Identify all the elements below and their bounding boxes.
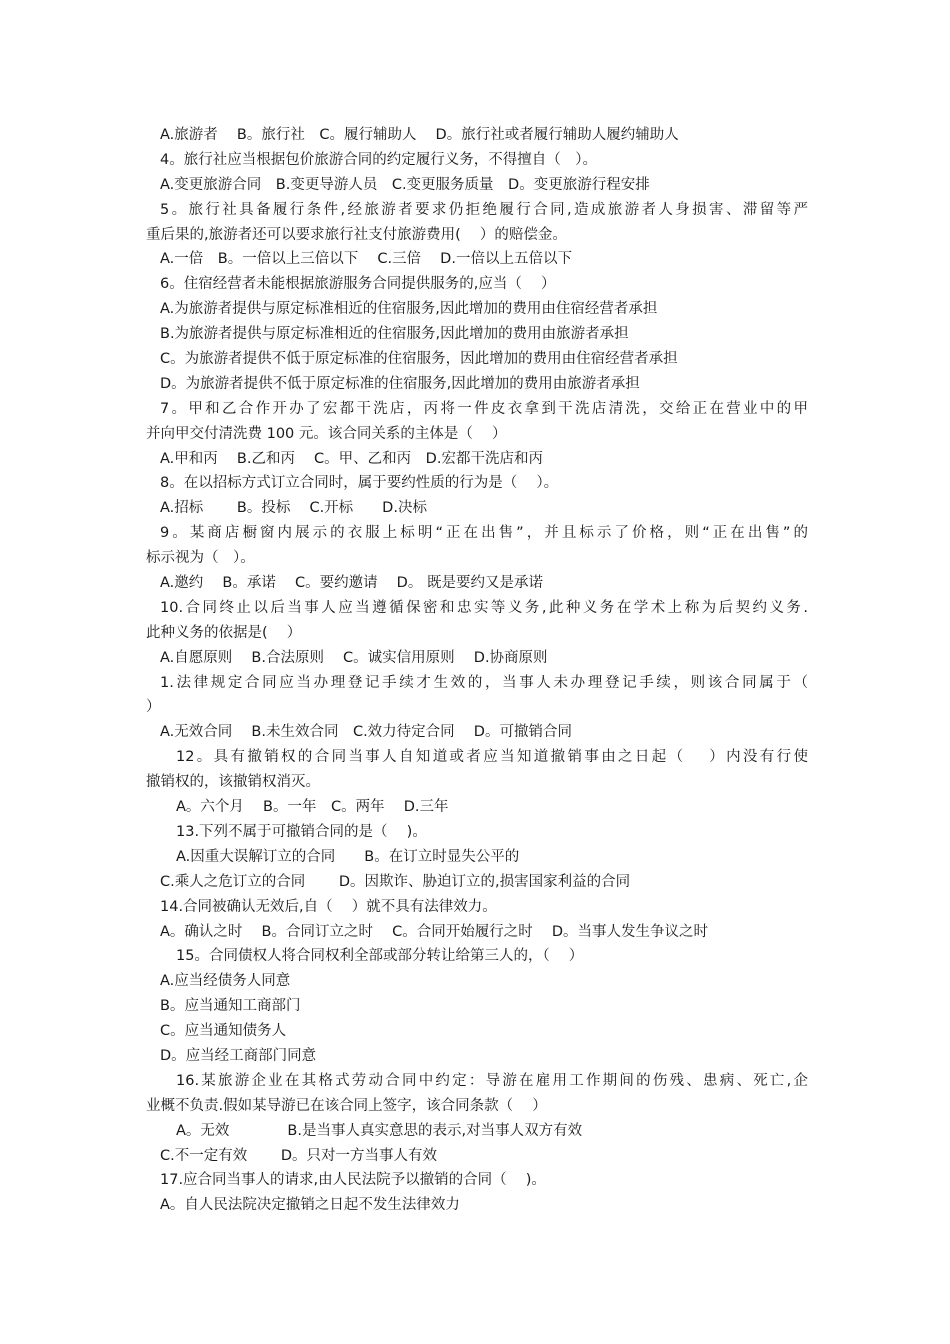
q15-stem: 15。合同债权人将合同权利全部或部分转让给第三人的，（ ） bbox=[176, 948, 584, 965]
question-list bbox=[146, 123, 808, 1218]
q17-stem: 17.应合同当事人的请求,由人民法院予以撤销的合同（ )。 bbox=[160, 1172, 546, 1189]
q16-options-cd: C.不一定有效 D。只对一方当事人有效 bbox=[160, 1147, 438, 1164]
q14-stem: 14.合同被确认无效后,自（ ）就不具有法律效力。 bbox=[160, 898, 497, 915]
q6-option-d: D。为旅游者提供不低于原定标准的住宿服务,因此增加的费用由旅游者承担 bbox=[160, 375, 640, 392]
q9-stem-line1: 9。某商店橱窗内展示的衣服上标明“正在出售”，并且标示了价格，则“正在出售”的 bbox=[160, 525, 808, 542]
q16-options-ab: A。无效 B.是当事人真实意思的表示,对当事人双方有效 bbox=[176, 1122, 583, 1139]
q8-options: A.招标 B。投标 C.开标 D.决标 bbox=[160, 500, 427, 517]
q11-options: A.无效合同 B.未生效合同 C.效力待定合同 D。可撤销合同 bbox=[160, 724, 572, 741]
q7-stem-line2: 并向甲交付清洗费 100 元。该合同关系的主体是（ ） bbox=[146, 425, 507, 442]
q6-stem: 6。住宿经营者未能根据旅游服务合同提供服务的,应当（ ） bbox=[160, 276, 556, 293]
q16-stem-line2: 业概不负责.假如某导游已在该合同上签字，该合同条款（ ） bbox=[146, 1097, 547, 1114]
q12-stem-line1: 12。具有撤销权的合同当事人自知道或者应当知道撤销事由之日起（ ）内没有行使 bbox=[176, 749, 808, 766]
q15-option-c: C。应当通知债务人 bbox=[160, 1023, 287, 1040]
q15-option-a: A.应当经债务人同意 bbox=[160, 973, 291, 990]
q15-option-b: B。应当通知工商部门 bbox=[160, 998, 301, 1015]
q10-stem-line2: 此种义务的依据是( ） bbox=[146, 624, 302, 641]
q9-options: A.邀约 B。承诺 C。要约邀请 D。 既是要约又是承诺 bbox=[160, 575, 543, 592]
q13-options-ab: A.因重大误解订立的合同 B。在订立时显失公平的 bbox=[176, 848, 520, 865]
q15-option-d: D。应当经工商部门同意 bbox=[160, 1047, 317, 1064]
q10-stem-line1: 10.合同终止以后当事人应当遵循保密和忠实等义务,此种义务在学术上称为后契约义务. bbox=[160, 599, 808, 616]
q6-option-a: A.为旅游者提供与原定标准相近的住宿服务,因此增加的费用由住宿经营者承担 bbox=[160, 301, 658, 318]
q6-option-c: C。为旅游者提供不低于原定标准的住宿服务，因此增加的费用由住宿经营者承担 bbox=[160, 351, 678, 368]
q9-stem-line2: 标示视为（ ）。 bbox=[146, 550, 255, 567]
q13-stem: 13.下列不属于可撤销合同的是（ )。 bbox=[176, 823, 427, 840]
q11-stem-line2: ） bbox=[146, 699, 161, 716]
q16-stem-line1: 16.某旅游企业在其格式劳动合同中约定：导游在雇用工作期间的伤残、患病、死亡,企 bbox=[176, 1072, 808, 1089]
q8-stem: 8。在以招标方式订立合同时，属于要约性质的行为是（ ）。 bbox=[160, 475, 559, 492]
q12-options: A。六个月 B。一年 C。两年 D.三年 bbox=[176, 799, 449, 816]
q14-options: A。确认之时 B。合同订立之时 C。合同开始履行之时 D。当事人发生争议之时 bbox=[160, 923, 708, 940]
q6-option-b: B.为旅游者提供与原定标准相近的住宿服务,因此增加的费用由旅游者承担 bbox=[160, 326, 629, 343]
q4-stem: 4。旅行社应当根据包价旅游合同的约定履行义务，不得擅自（ ）。 bbox=[160, 151, 597, 168]
q10-options: A.自愿原则 B.合法原则 C。诚实信用原则 D.协商原则 bbox=[160, 649, 548, 666]
q7-options: A.甲和丙 B.乙和丙 C。甲、乙和丙 D.宏都干洗店和丙 bbox=[160, 450, 543, 467]
q17-option-a: A。自人民法院决定撤销之日起不发生法律效力 bbox=[160, 1197, 460, 1214]
q13-options-cd: C.乘人之危订立的合同 D。因欺诈、胁迫订立的,损害国家利益的合同 bbox=[160, 873, 631, 890]
q5-stem-line1: 5。旅行社具备履行条件,经旅游者要求仍拒绝履行合同,造成旅游者人身损害、滞留等严 bbox=[160, 201, 808, 218]
q7-stem-line1: 7。甲和乙合作开办了宏都干洗店，丙将一件皮衣拿到干洗店清洗，交给正在营业中的甲 bbox=[160, 400, 808, 417]
q5-stem-line2: 重后果的,旅游者还可以要求旅行社支付旅游费用( ）的赔偿金。 bbox=[146, 226, 567, 243]
q12-stem-line2: 撤销权的，该撤销权消灭。 bbox=[146, 774, 320, 791]
q11-stem-line1: 1.法律规定合同应当办理登记手续才生效的，当事人未办理登记手续，则该合同属于（ bbox=[160, 674, 808, 691]
q5-options: A.一倍 B。一倍以上三倍以下 C.三倍 D.一倍以上五倍以下 bbox=[160, 251, 572, 268]
q4-options: A.变更旅游合同 B.变更导游人员 C.变更服务质量 D。变更旅游行程安排 bbox=[160, 176, 650, 193]
q3-options: A.旅游者 B。旅行社 C。履行辅助人 D。旅行社或者履行辅助人履约辅助人 bbox=[160, 127, 679, 143]
